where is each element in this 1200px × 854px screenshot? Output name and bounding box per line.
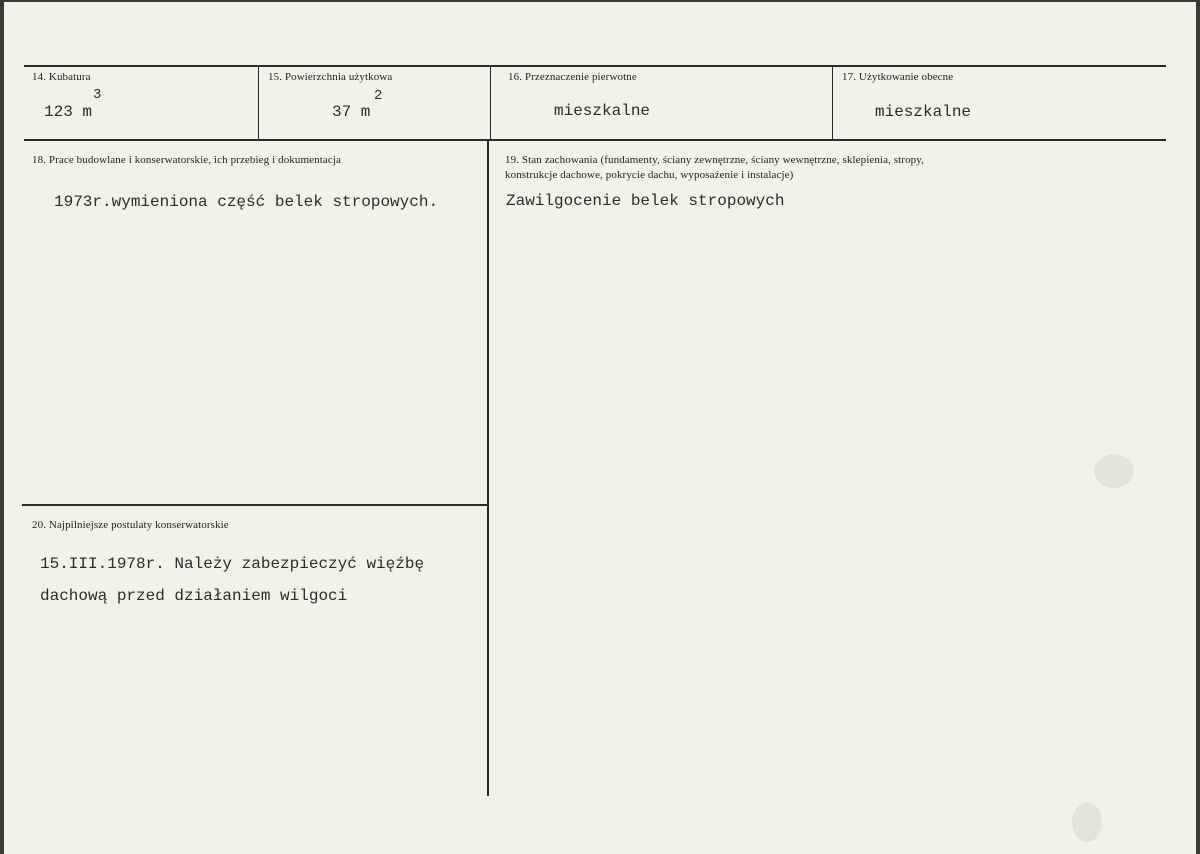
kubatura-exponent: 3 xyxy=(93,87,102,103)
paper-stain xyxy=(1094,454,1134,488)
powierzchnia-label: 15. Powierzchnia użytkowa xyxy=(268,71,393,83)
top-rule xyxy=(24,65,1166,67)
przeznaczenie-label: 16. Przeznaczenie pierwotne xyxy=(508,71,637,83)
row-rule xyxy=(24,139,1166,141)
prace-label: 18. Prace budowlane i konserwatorskie, ich przebieg i dokumentacja xyxy=(32,154,341,166)
prace-value: 1973r.wymieniona część belek stropowych. xyxy=(54,193,439,211)
divider-col-2 xyxy=(490,67,491,140)
divider-lower-horizontal xyxy=(22,504,487,506)
stan-label-line2: konstrukcje dachowe, pokrycie dachu, wyposażenie i instalacje) xyxy=(505,169,794,181)
postulaty-label: 20. Najpilniejsze postulaty konserwatorskie xyxy=(32,519,229,531)
uzytkowanie-label: 17. Użytkowanie obecne xyxy=(842,71,954,83)
powierzchnia-exponent: 2 xyxy=(374,88,383,104)
divider-col-1 xyxy=(258,67,259,140)
divider-col-3 xyxy=(832,67,833,140)
kubatura-value: 123 m xyxy=(44,103,93,121)
paper-stain xyxy=(1072,802,1102,842)
kubatura-label: 14. Kubatura xyxy=(32,71,91,83)
uzytkowanie-value: mieszkalne xyxy=(875,103,972,121)
stan-label-line1: 19. Stan zachowania (fundamenty, ściany zewnętrzne, ściany wewnętrzne, sklepienia, stropy, xyxy=(505,154,925,166)
powierzchnia-value: 37 m xyxy=(332,103,371,121)
divider-lower-vertical xyxy=(487,141,489,796)
stan-value: Zawilgocenie belek stropowych xyxy=(506,192,785,210)
postulaty-line-2: dachową przed działaniem wilgoci xyxy=(40,587,348,605)
record-card xyxy=(4,2,1196,854)
postulaty-line-1: 15.III.1978r. Należy zabezpieczyć więźbę xyxy=(40,555,425,573)
przeznaczenie-value: mieszkalne xyxy=(554,102,651,120)
